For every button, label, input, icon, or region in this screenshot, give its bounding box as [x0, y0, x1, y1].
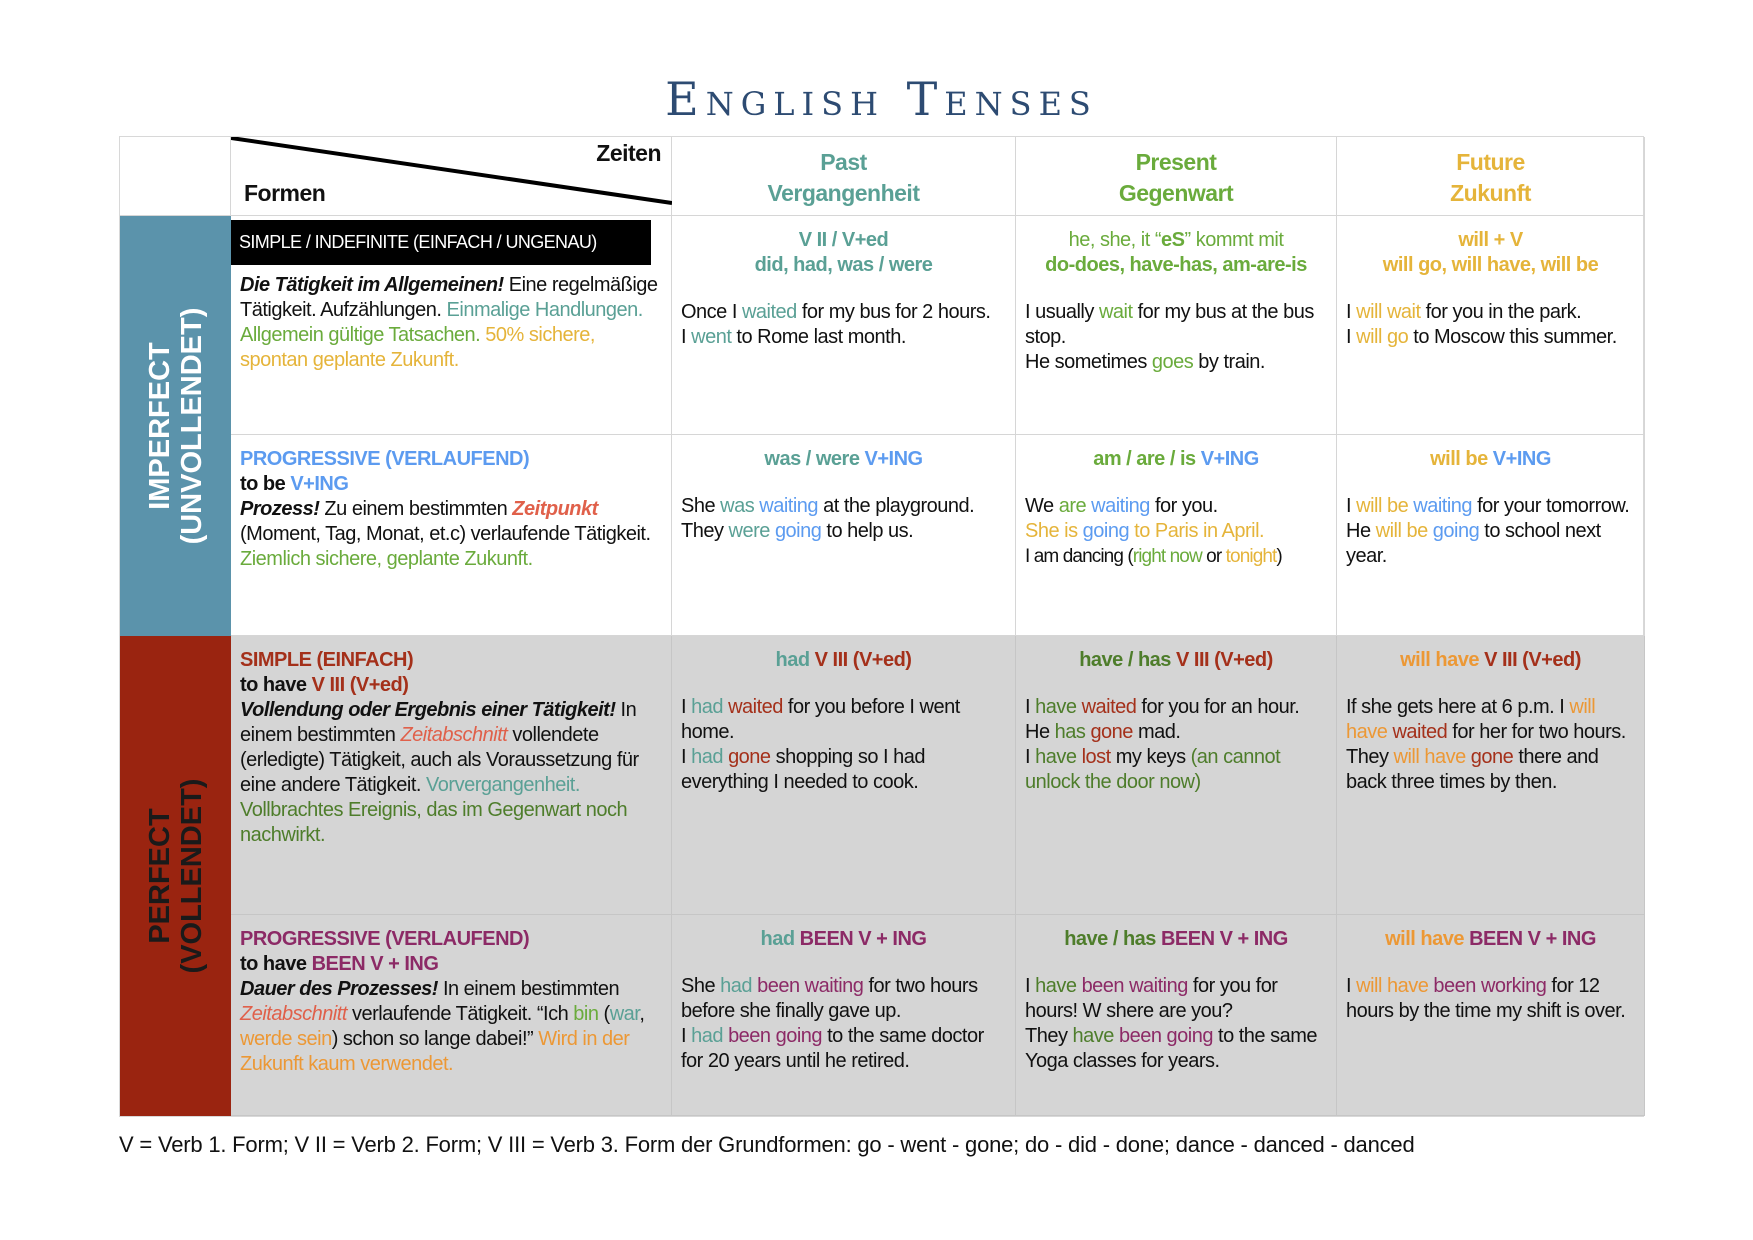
- example-sentence: [1346, 325, 1635, 350]
- text-run: BEEN V + ING: [1469, 928, 1596, 950]
- text-run: had: [691, 1025, 729, 1047]
- example-sentence: [681, 695, 1006, 745]
- tense-formula: [681, 927, 1006, 952]
- text-run: Eine regelmäßige Tätigkeit. Aufzählungen.: [240, 274, 658, 321]
- example-sentence: [1346, 300, 1635, 325]
- text-run: to be: [240, 473, 291, 495]
- text-run: I: [1346, 326, 1357, 348]
- text-run: In einem bestimmten: [437, 978, 620, 1000]
- text-run: I: [681, 326, 692, 348]
- text-run: V III (V+ed): [311, 674, 409, 696]
- tense-cell: [672, 636, 1016, 915]
- text-run: to the same doctor for 20 years until he retired.: [681, 1025, 984, 1072]
- text-run: BEEN V + ING: [1160, 928, 1288, 950]
- example-sentence: [1025, 974, 1327, 1024]
- text-run: by train.: [1193, 351, 1265, 373]
- form-badge: SIMPLE / INDEFINITE (EINFACH / UNGENAU): [231, 220, 651, 265]
- text-run: there and back three times by then.: [1346, 746, 1599, 793]
- text-run: have / has: [1064, 928, 1161, 950]
- group-label-line2: (UNVOLLENDET): [175, 307, 208, 545]
- text-run: had: [691, 746, 729, 768]
- text-run: bin: [573, 1003, 599, 1025]
- text-run: She: [681, 975, 721, 997]
- tense-cell: [672, 915, 1016, 1116]
- formula-line: [681, 253, 1006, 278]
- text-run: has: [1054, 721, 1091, 743]
- text-run: for you in the park.: [1420, 301, 1582, 323]
- text-run: been waiting: [757, 975, 864, 997]
- text-run: to Rome last month.: [731, 326, 906, 348]
- text-run: to the same Yoga classes for years.: [1025, 1025, 1318, 1072]
- tense-formula: [1346, 447, 1635, 472]
- formula-line: [1025, 447, 1327, 472]
- example-sentence: [1025, 519, 1327, 544]
- text-run: have: [1035, 746, 1082, 768]
- text-run: lost: [1081, 746, 1111, 768]
- text-run: V II / V+ed: [798, 229, 889, 251]
- text-run: ,: [639, 1003, 645, 1025]
- tense-formula: [1346, 228, 1635, 278]
- text-run: PROGRESSIVE (VERLAUFEND): [240, 928, 530, 950]
- form-heading-line: [240, 927, 662, 952]
- text-run: I: [1346, 975, 1357, 997]
- text-run: Vollendung oder Ergebnis einer Tätigkeit!: [240, 699, 616, 721]
- tense-cell: [1016, 435, 1337, 636]
- text-run: I: [681, 746, 692, 768]
- text-run: he, she, it “: [1068, 229, 1162, 251]
- text-run: I: [1025, 746, 1036, 768]
- examples: [1025, 695, 1327, 795]
- text-run: to have: [240, 953, 312, 975]
- text-run: waiting: [1091, 495, 1150, 517]
- text-run: V III (V+ed): [1175, 649, 1273, 671]
- text-run: went: [691, 326, 732, 348]
- form-description: [240, 698, 662, 848]
- formula-line: [681, 648, 1006, 673]
- text-run: (an cannot unlock the door now): [1025, 746, 1281, 793]
- text-run: will go, will have, will be: [1382, 254, 1599, 276]
- group-label-line1: PERFECT: [143, 808, 176, 944]
- text-run: been going: [1118, 1025, 1213, 1047]
- tense-formula: [1025, 447, 1327, 472]
- text-run: been working: [1433, 975, 1547, 997]
- text-run: will have: [1385, 928, 1470, 950]
- text-run: We: [1025, 495, 1059, 517]
- tense-cell: [1016, 636, 1337, 915]
- example-sentence: [681, 519, 1006, 544]
- text-run: He: [1025, 721, 1055, 743]
- text-run: V+ING: [1200, 448, 1259, 470]
- column-title: Past: [820, 149, 867, 175]
- text-run: Zeitabschnitt: [400, 724, 508, 746]
- form-heading-line: [240, 673, 662, 698]
- example-sentence: [681, 494, 1006, 519]
- text-run: I am dancing (: [1025, 546, 1133, 567]
- example-sentence: [1025, 745, 1327, 795]
- examples: [681, 695, 1006, 795]
- example-sentence: [1346, 745, 1635, 795]
- tense-cell: [1016, 216, 1337, 435]
- text-run: (: [598, 1003, 610, 1025]
- form-description: [240, 497, 662, 572]
- tense-formula: [681, 648, 1006, 673]
- text-run: ) schon so lange dabei!”: [331, 1028, 539, 1050]
- text-run: do-does, have-has, am-are-is: [1045, 254, 1307, 276]
- example-sentence: [1346, 974, 1635, 1024]
- page-title: English Tenses: [665, 72, 1098, 126]
- text-run: I: [681, 1025, 692, 1047]
- group-label: [144, 308, 208, 545]
- text-run: goes: [1151, 351, 1194, 373]
- text-run: was: [720, 495, 760, 517]
- group-label: [144, 779, 208, 974]
- formula-line: [1346, 447, 1635, 472]
- text-run: V III (V+ed): [1484, 649, 1581, 671]
- text-run: for you before I went home.: [681, 696, 960, 743]
- text-run: will have: [1356, 975, 1434, 997]
- text-run: Prozess!: [240, 498, 320, 520]
- example-sentence: [1025, 350, 1327, 375]
- example-sentence: [1346, 494, 1635, 519]
- examples: [1025, 494, 1327, 569]
- text-run: had: [760, 928, 800, 950]
- formula-line: [1025, 253, 1327, 278]
- example-sentence: [1346, 519, 1635, 569]
- text-run: for two hours before she finally gave up.: [681, 975, 978, 1022]
- text-run: gone: [1470, 746, 1514, 768]
- examples: [1346, 494, 1635, 569]
- form-cell: [231, 435, 672, 636]
- text-run: If she gets here at 6 p.m. I: [1346, 696, 1570, 718]
- tense-formula: [1025, 927, 1327, 952]
- form-description: [240, 977, 662, 1077]
- column-title: Future: [1456, 149, 1525, 175]
- text-run: for you for hours! W shere are you?: [1025, 975, 1278, 1022]
- text-run: waited: [1392, 721, 1448, 743]
- text-run: for you for an hour.: [1136, 696, 1300, 718]
- text-run: I: [1025, 696, 1036, 718]
- text-run: I: [681, 696, 692, 718]
- text-run: She is: [1025, 520, 1083, 542]
- text-run: werde sein: [240, 1028, 332, 1050]
- column-title: Present: [1135, 149, 1217, 175]
- formula-line: [1346, 648, 1635, 673]
- text-run: They: [1025, 1025, 1073, 1047]
- text-run: I: [1346, 495, 1357, 517]
- corner-label-formen: Formen: [244, 180, 326, 206]
- formula-line: [681, 927, 1006, 952]
- text-run: In einem bestimmten: [240, 699, 637, 746]
- text-run: mad.: [1132, 721, 1181, 743]
- tense-cell: [1337, 915, 1645, 1116]
- example-sentence: [1025, 1024, 1327, 1074]
- text-run: ): [1276, 546, 1282, 567]
- text-run: been going: [728, 1025, 823, 1047]
- text-run: going: [1082, 520, 1130, 542]
- text-run: or: [1201, 546, 1226, 567]
- tenses-table: [119, 136, 1644, 1117]
- form-cell: [231, 915, 672, 1116]
- text-run: Allgemein gültige Tatsachen.: [240, 324, 486, 346]
- group-label-line2: (VOLLENDET): [175, 778, 208, 974]
- text-run: to Paris in April.: [1129, 520, 1265, 542]
- text-run: had: [720, 975, 758, 997]
- column-subtitle: Zukunft: [1450, 180, 1531, 206]
- text-run: will have: [1393, 746, 1471, 768]
- text-run: going: [1432, 520, 1480, 542]
- text-run: for your tomorrow.: [1472, 495, 1630, 517]
- text-run: to school next year.: [1346, 520, 1601, 567]
- examples: [1346, 695, 1635, 795]
- text-run: wait: [1098, 301, 1133, 323]
- tense-formula: [681, 447, 1006, 472]
- text-run: Wird in der Zukunft kaum verwendet.: [240, 1028, 630, 1075]
- text-run: for my bus at the bus stop.: [1025, 301, 1314, 348]
- perfect-group-bar: [120, 636, 231, 1116]
- text-run: were: [728, 520, 775, 542]
- tense-cell: [1016, 915, 1337, 1116]
- text-run: will be: [1375, 520, 1433, 542]
- text-run: SIMPLE (EINFACH): [240, 649, 414, 671]
- text-run: have: [1072, 1025, 1119, 1047]
- form-heading-line: [240, 952, 662, 977]
- example-sentence: [1346, 695, 1635, 745]
- tense-formula: [1346, 648, 1635, 673]
- example-sentence: [681, 974, 1006, 1024]
- form-description: [240, 273, 662, 373]
- formula-line: [681, 228, 1006, 253]
- text-run: Vollbrachtes Ereignis, das im Gegenwart noch nachwirkt.: [240, 799, 628, 846]
- text-run: to Moscow this summer.: [1408, 326, 1617, 348]
- tense-formula: [1025, 648, 1327, 673]
- example-sentence: [1025, 494, 1327, 519]
- text-run: verlaufende Tätigkeit. “Ich: [346, 1003, 574, 1025]
- text-run: to help us.: [821, 520, 914, 542]
- tense-cell: [1337, 216, 1645, 435]
- text-run: tonight: [1225, 546, 1277, 567]
- formula-line: [1346, 253, 1635, 278]
- text-run: my keys: [1110, 746, 1191, 768]
- text-run: V+ING: [1492, 448, 1551, 470]
- text-run: waited: [1081, 696, 1137, 718]
- text-run: Ziemlich sichere, geplante Zukunft.: [240, 548, 533, 570]
- form-heading-line: [240, 472, 662, 497]
- text-run: are: [1058, 495, 1092, 517]
- formula-line: [1025, 648, 1327, 673]
- formula-line: [1346, 927, 1635, 952]
- tense-cell: [1337, 636, 1645, 915]
- example-sentence: [1025, 544, 1327, 569]
- example-sentence: [681, 745, 1006, 795]
- footer-legend: V = Verb 1. Form; V II = Verb 2. Form; V III = Verb 3. Form der Grundformen: go - went - gone; do - did - done; dance - danced - danced: [119, 1132, 1415, 1157]
- text-run: vollendete (erledigte) Tätigkeit, auch als Voraussetzung für eine andere Tätigkeit.: [240, 724, 639, 796]
- text-run: BEEN V + ING: [311, 953, 439, 975]
- text-run: Zeitpunkt: [512, 498, 598, 520]
- text-run: will have: [1346, 696, 1596, 743]
- text-run: Zu einem bestimmten: [319, 498, 513, 520]
- tense-formula: [681, 228, 1006, 278]
- text-run: Once I: [681, 301, 742, 323]
- text-run: V III (V+ed): [814, 649, 912, 671]
- column-subtitle: Vergangenheit: [767, 180, 920, 206]
- text-run: been waiting: [1081, 975, 1188, 997]
- text-run: have: [1035, 696, 1082, 718]
- form-cell: [231, 216, 672, 435]
- text-run: to have: [240, 674, 312, 696]
- text-run: war: [609, 1003, 640, 1025]
- text-run: waiting: [759, 495, 819, 517]
- text-run: eS: [1161, 229, 1185, 251]
- text-run: ” kommt mit: [1184, 229, 1284, 251]
- text-run: waiting: [1413, 495, 1473, 517]
- corner-label-zeiten: Zeiten: [596, 140, 661, 166]
- column-header-future: [1337, 137, 1645, 216]
- text-run: She: [681, 495, 721, 517]
- text-run: I: [1346, 301, 1357, 323]
- text-run: V+ING: [864, 448, 923, 470]
- column-header-present: [1016, 137, 1337, 216]
- examples: [1025, 974, 1327, 1074]
- text-run: Vorvergangenheit.: [426, 774, 580, 796]
- examples: [681, 300, 1006, 350]
- example-sentence: [1025, 300, 1327, 350]
- formula-line: [1025, 228, 1327, 253]
- formula-line: [681, 447, 1006, 472]
- text-run: for you.: [1149, 495, 1218, 517]
- example-sentence: [1025, 695, 1327, 720]
- text-run: Einmalige Handlungen.: [446, 299, 643, 321]
- text-run: Zeitabschnitt: [240, 1003, 347, 1025]
- text-run: (Moment, Tag, Monat, et.c) verlaufende Tätigkeit.: [240, 523, 651, 545]
- examples: [1346, 300, 1635, 350]
- text-run: had: [691, 696, 729, 718]
- text-run: They: [1346, 746, 1394, 768]
- text-run: will go: [1356, 326, 1409, 348]
- examples: [1346, 974, 1635, 1024]
- examples: [1025, 300, 1327, 375]
- text-run: will have: [1400, 649, 1485, 671]
- text-run: will be: [1430, 448, 1493, 470]
- example-sentence: [681, 325, 1006, 350]
- example-sentence: [681, 1024, 1006, 1074]
- column-subtitle: Gegenwart: [1118, 180, 1234, 206]
- form-cell: [231, 636, 672, 915]
- text-run: gone: [728, 746, 771, 768]
- text-run: for my bus for 2 hours.: [796, 301, 991, 323]
- tense-cell: [672, 216, 1016, 435]
- text-run: waited: [728, 696, 783, 718]
- text-run: for her for two hours.: [1447, 721, 1626, 743]
- formula-line: [1025, 927, 1327, 952]
- imperfect-group-bar: [120, 216, 231, 636]
- text-run: I: [1025, 975, 1036, 997]
- text-run: have / has: [1079, 649, 1176, 671]
- text-run: have: [1035, 975, 1082, 997]
- example-sentence: [681, 300, 1006, 325]
- text-run: Die Tätigkeit im Allgemeinen!: [240, 274, 504, 296]
- text-run: 50% sichere, spontan geplante Zukunft.: [240, 324, 595, 371]
- text-run: at the playground.: [818, 495, 975, 517]
- page: [119, 0, 1644, 1159]
- text-run: He: [1346, 520, 1376, 542]
- header-blank: [120, 137, 231, 216]
- formula-line: [1346, 228, 1635, 253]
- text-run: had: [775, 649, 815, 671]
- text-run: PROGRESSIVE (VERLAUFEND): [240, 448, 530, 470]
- text-run: did, had, was / were: [754, 254, 933, 276]
- examples: [681, 974, 1006, 1074]
- form-heading-line: [240, 447, 662, 472]
- text-run: gone: [1090, 721, 1133, 743]
- tense-cell: [1337, 435, 1645, 636]
- text-run: was / were: [764, 448, 865, 470]
- group-label-line1: IMPERFECT: [143, 342, 176, 510]
- header-corner: [231, 137, 672, 216]
- text-run: going: [774, 520, 822, 542]
- text-run: Dauer des Prozesses!: [240, 978, 438, 1000]
- text-run: will be: [1356, 495, 1414, 517]
- column-header-past: [672, 137, 1016, 216]
- tense-cell: [672, 435, 1016, 636]
- form-heading-line: [240, 648, 662, 673]
- tense-formula: [1346, 927, 1635, 952]
- text-run: right now: [1132, 546, 1202, 567]
- example-sentence: [1025, 720, 1327, 745]
- text-run: waited: [741, 301, 797, 323]
- text-run: I usually: [1025, 301, 1099, 323]
- text-run: shopping so I had everything I needed to cook.: [681, 746, 926, 793]
- examples: [681, 494, 1006, 544]
- text-run: will wait: [1356, 301, 1421, 323]
- text-run: for 12 hours by the time my shift is over.: [1346, 975, 1626, 1022]
- text-run: am / are / is: [1093, 448, 1201, 470]
- tense-formula: [1025, 228, 1327, 278]
- text-run: They: [681, 520, 729, 542]
- text-run: will + V: [1458, 229, 1523, 251]
- text-run: He sometimes: [1025, 351, 1152, 373]
- text-run: V+ING: [290, 473, 349, 495]
- text-run: BEEN V + ING: [799, 928, 927, 950]
